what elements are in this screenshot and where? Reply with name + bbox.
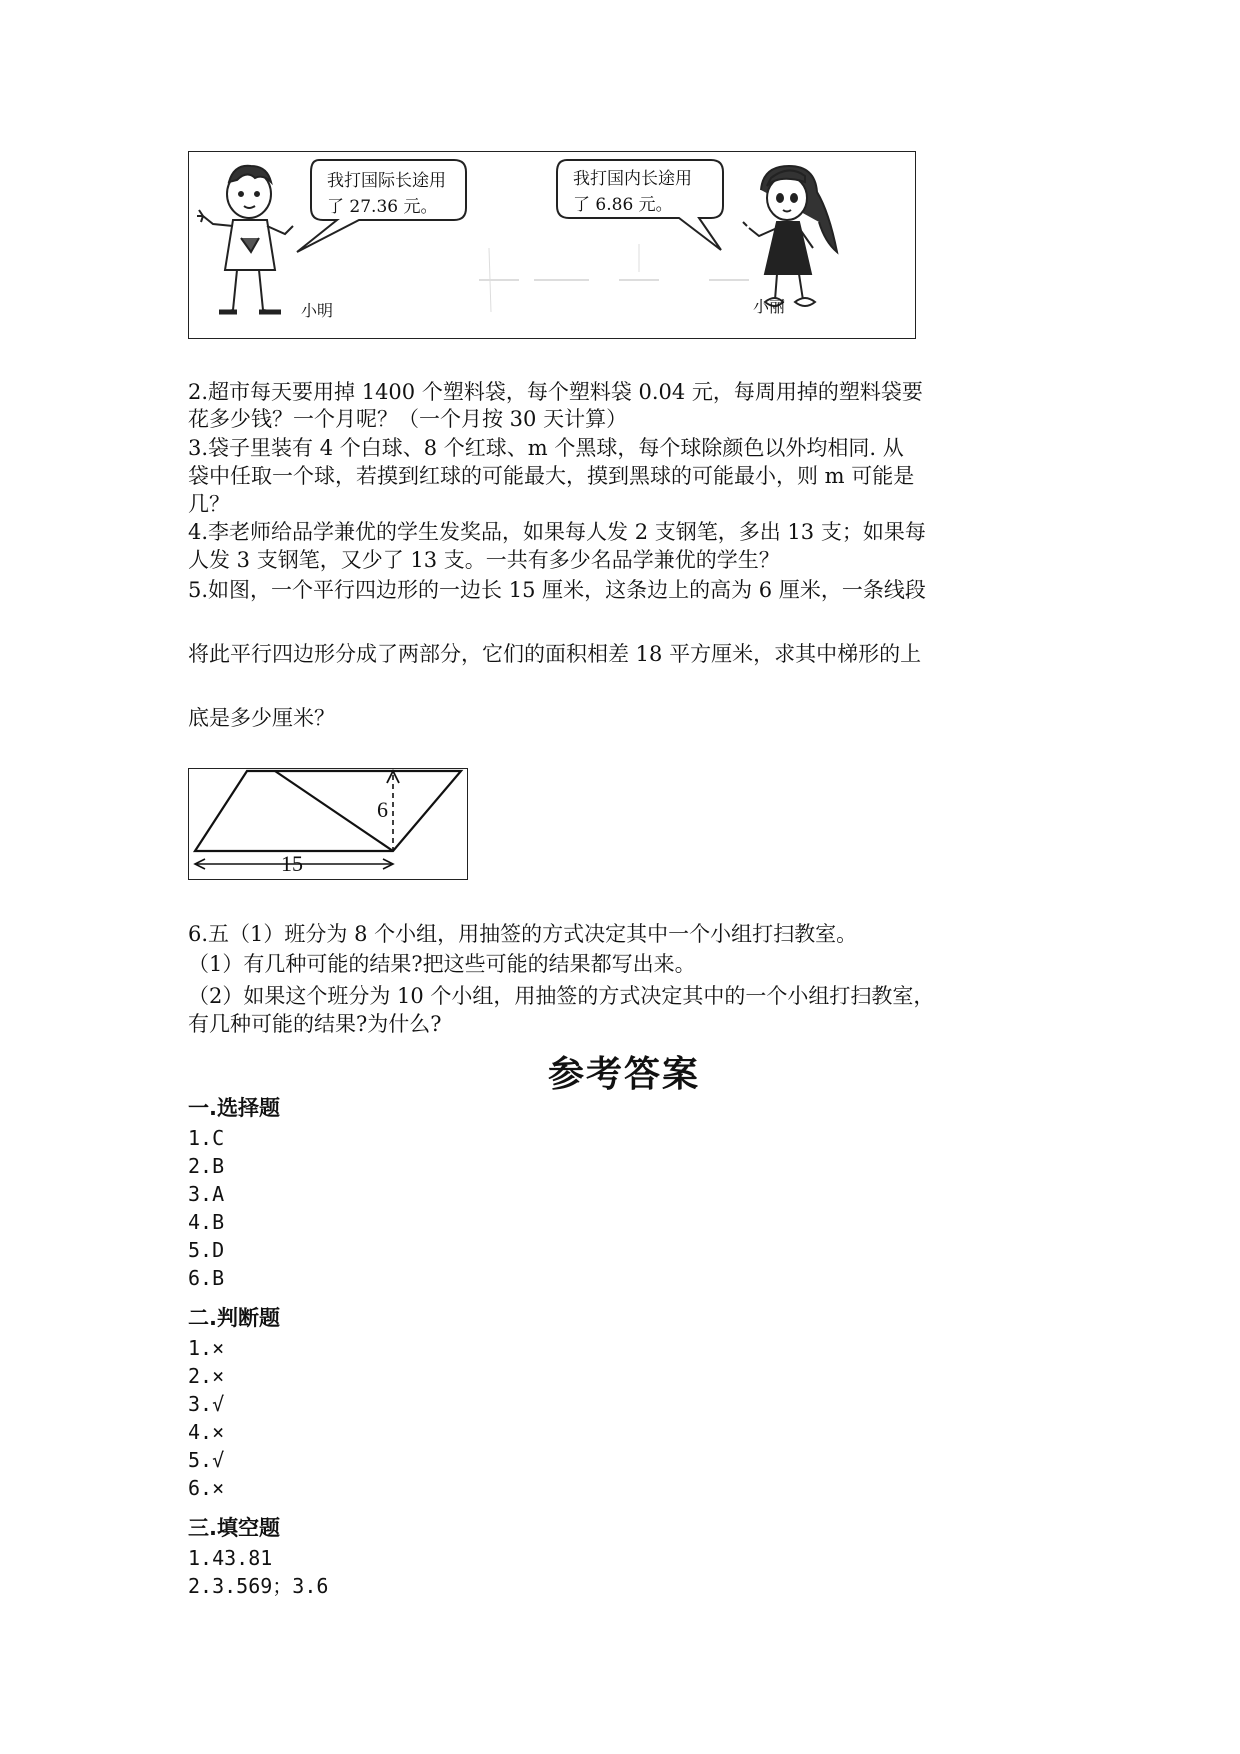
section-2-item: 4.× bbox=[188, 1420, 225, 1444]
parallelogram-diagram bbox=[189, 769, 467, 879]
question-4-line1: 4.李老师给品学兼优的学生发奖品，如果每人发 2 支钢笔，多出 13 支；如果每 bbox=[188, 520, 926, 544]
section-2-item: 5.√ bbox=[188, 1448, 225, 1472]
phone-call-figure bbox=[188, 151, 916, 339]
xiaoming-name-label: 小明 bbox=[301, 301, 334, 320]
question-5-line3: 底是多少厘米？ bbox=[188, 706, 335, 730]
boy-icon bbox=[197, 166, 293, 312]
section-1-item: 2.B bbox=[188, 1154, 225, 1178]
section-2-item: 6.× bbox=[188, 1476, 225, 1500]
question-5-line2: 将此平行四边形分成了两部分，它们的面积相差 18 平方厘米，求其中梯形的上 bbox=[188, 642, 922, 666]
question-2-line1: 2.超市每天要用掉 1400 个塑料袋，每个塑料袋 0.04 元，每周用掉的塑料袋要 bbox=[188, 380, 923, 404]
xiaoli-name-label: 小丽 bbox=[753, 297, 786, 316]
section-1-item: 3.A bbox=[188, 1182, 225, 1206]
height-label: 6 bbox=[377, 797, 388, 822]
section-1-item: 4.B bbox=[188, 1210, 225, 1234]
xiaoli-speech-line1: 我打国内长途用 bbox=[573, 169, 692, 189]
section-2-item: 2.× bbox=[188, 1364, 225, 1388]
base-label: 15 bbox=[281, 851, 303, 876]
section-3-item: 2.3.569；3.6 bbox=[188, 1574, 329, 1598]
parallelogram-figure bbox=[188, 768, 468, 880]
answers-title: 参考答案 bbox=[548, 1054, 701, 1095]
section-2-title: 二.判断题 bbox=[188, 1306, 280, 1330]
girl-icon bbox=[743, 166, 837, 306]
question-3-line1: 3.袋子里装有 4 个白球、8 个红球、m 个黑球，每个球除颜色以外均相同. 从 bbox=[188, 436, 904, 460]
section-1-title: 一.选择题 bbox=[188, 1096, 280, 1120]
question-5-line1: 5.如图，一个平行四边形的一边长 15 厘米，这条边上的高为 6 厘米，一条线段 bbox=[188, 578, 926, 602]
section-1-item: 1.C bbox=[188, 1126, 225, 1150]
question-6-line2: （1）有几种可能的结果?把这些可能的结果都写出来。 bbox=[188, 952, 696, 976]
xiaoli-speech-line2: 了 6.86 元。 bbox=[573, 195, 673, 215]
section-3-title: 三.填空题 bbox=[188, 1516, 280, 1540]
xiaoming-speech-line2: 了 27.36 元。 bbox=[327, 197, 438, 217]
section-2-item: 1.× bbox=[188, 1336, 225, 1360]
xiaoming-speech-line1: 我打国际长途用 bbox=[327, 171, 446, 191]
question-4-line2: 人发 3 支钢笔，又少了 13 支。一共有多少名品学兼优的学生？ bbox=[188, 548, 780, 572]
question-2-line2: 花多少钱？一个月呢？（一个月按 30 天计算） bbox=[188, 407, 628, 431]
question-3-line3: 几？ bbox=[188, 492, 230, 516]
section-3-item: 1.43.81 bbox=[188, 1546, 273, 1570]
section-1-item: 6.B bbox=[188, 1266, 225, 1290]
question-3-line2: 袋中任取一个球，若摸到红球的可能最大，摸到黑球的可能最小，则 m 可能是 bbox=[188, 464, 915, 488]
parallelogram-shape bbox=[195, 771, 461, 851]
question-6-line3: （2）如果这个班分为 10 个小组，用抽签的方式决定其中的一个小组打扫教室， bbox=[188, 984, 935, 1008]
section-1-item: 5.D bbox=[188, 1238, 225, 1262]
question-6-line1: 6.五（1）班分为 8 个小组，用抽签的方式决定其中一个小组打扫教室。 bbox=[188, 922, 858, 946]
section-2-item: 3.√ bbox=[188, 1392, 225, 1416]
dividing-segment bbox=[275, 771, 393, 851]
phone-call-illustration bbox=[189, 152, 915, 338]
question-6-line4: 有几种可能的结果?为什么? bbox=[188, 1012, 442, 1036]
